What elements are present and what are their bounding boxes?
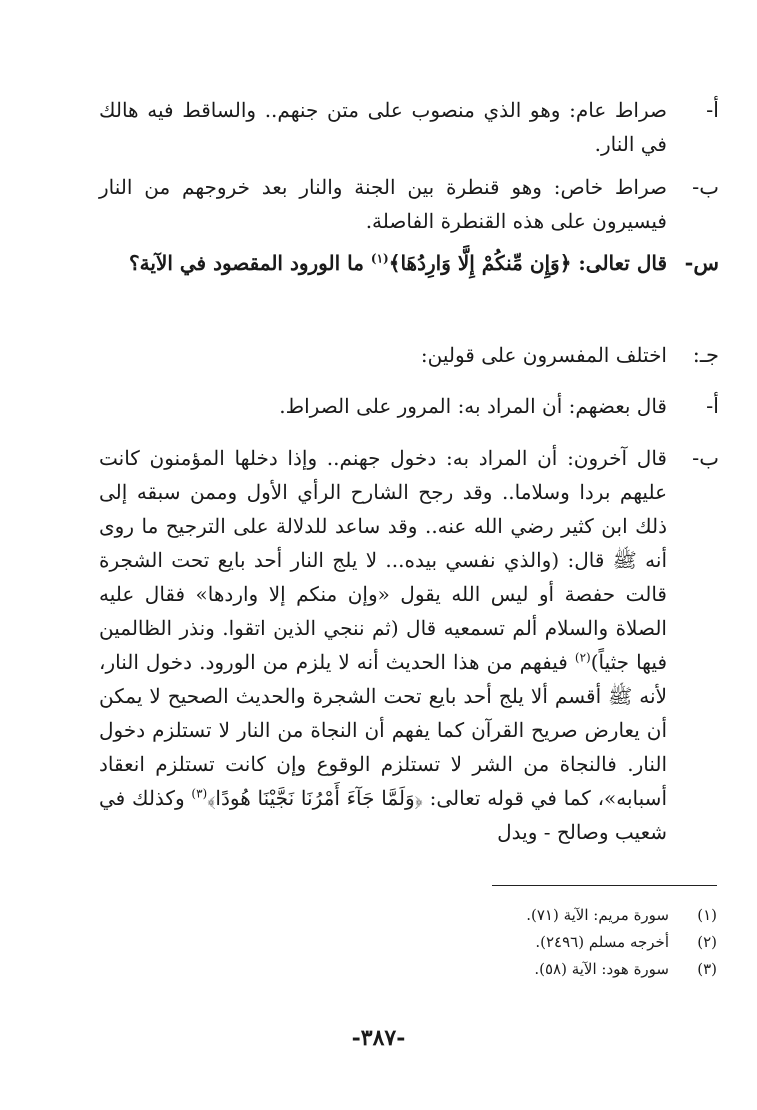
item-marker: أ- [706, 98, 719, 122]
question-text: قال تعالى: ﴿وَإِن مِّنكُمْ إِلَّا وَارِدُهَا﴾ [388, 251, 667, 275]
footnote-number: (٣) [697, 960, 717, 978]
footnotes [317, 902, 717, 983]
footnote-number: (١) [697, 906, 717, 924]
item-general-path [99, 93, 719, 161]
footnote-ref: (٢) [574, 650, 591, 665]
question-text-end: ما الورود المقصود في الآية؟ [129, 251, 371, 275]
answer-intro [99, 338, 719, 372]
item-text: قال بعضهم: أن المراد به: المرور على الصراط. [279, 394, 667, 418]
footnote-text: سورة هود: الآية (٥٨). [534, 960, 669, 978]
footnote-text: سورة مريم: الآية (٧١). [526, 906, 669, 924]
item-text: صراط عام: وهو الذي منصوب على متن جنهم.. والساقط فيه هالك في النار. [99, 98, 667, 156]
question-block [99, 246, 719, 280]
footnote [317, 902, 717, 929]
item-marker: أ- [706, 394, 719, 418]
page-number: -٣٨٧- [351, 1025, 406, 1051]
footnote-number: (٢) [697, 933, 717, 951]
footnote-ref: (٣) [191, 786, 208, 801]
paragraph-text: فيفهم من هذا الحديث أنه لا يلزم من الورود. دخول النار، لأنه ﷺ أقسم ألا يلج أحد بايع تحت الشجرة والحديث الصحيح لا يمكن أن يعارض صريح القرآن كما يفهم أن النجاة من النار لا تستلزم دخول النار. فالنجاة من الشر لا تستلزم الوقوع وإن كانت تستلزم انعقاد أسبابه»، كما في قوله تعالى: ﴿وَلَمَّا جَآءَ أَمْرُنَا نَجَّيْنَا هُودًا﴾ [99, 650, 668, 810]
item-marker: ب- [692, 446, 719, 470]
item-text: صراط خاص: وهو قنطرة بين الجنة والنار بعد خروجهم من النار فيسيرون على هذه القنطرة الفاصلة. [99, 175, 667, 233]
answer-text: اختلف المفسرون على قولين: [420, 343, 667, 367]
footnote [317, 956, 717, 983]
opinion-second [99, 441, 719, 849]
footnote-ref: (١) [370, 251, 389, 266]
opinion-first [99, 389, 719, 423]
question-marker: س- [684, 250, 719, 275]
footnote [317, 929, 717, 956]
item-marker: ب- [692, 175, 719, 199]
paragraph-text: وكذلك في شعيب وصالح - ويدل [99, 786, 667, 844]
paragraph-text: قال آخرون: أن المراد به: دخول جهنم.. وإذا دخلها المؤمنون كانت عليهم بردا وسلاما.. وقد رجح الشارح الرأي الأول وممن سبقه إلى ذلك ابن كثير رضي الله عنه.. وقد ساعد للدلالة على الترجيح ما روى أنه ﷺ قال: (والذي نفسي بيده... لا يلج النار أحد بايع تحت الشجرة قالت حفصة أو ليس الله يقول «وإن منكم إلا واردها» فقال عليه الصلاة والسلام ألم تسمعيه قال (ثم ننجي الذين اتقوا. ونذر الظالمين فيها جثياً) [99, 446, 667, 674]
footnote-divider [492, 885, 717, 886]
item-special-path [99, 170, 719, 238]
footnote-text: أخرجه مسلم (٢٤٩٦). [535, 933, 669, 951]
answer-marker: جـ: [692, 343, 719, 367]
